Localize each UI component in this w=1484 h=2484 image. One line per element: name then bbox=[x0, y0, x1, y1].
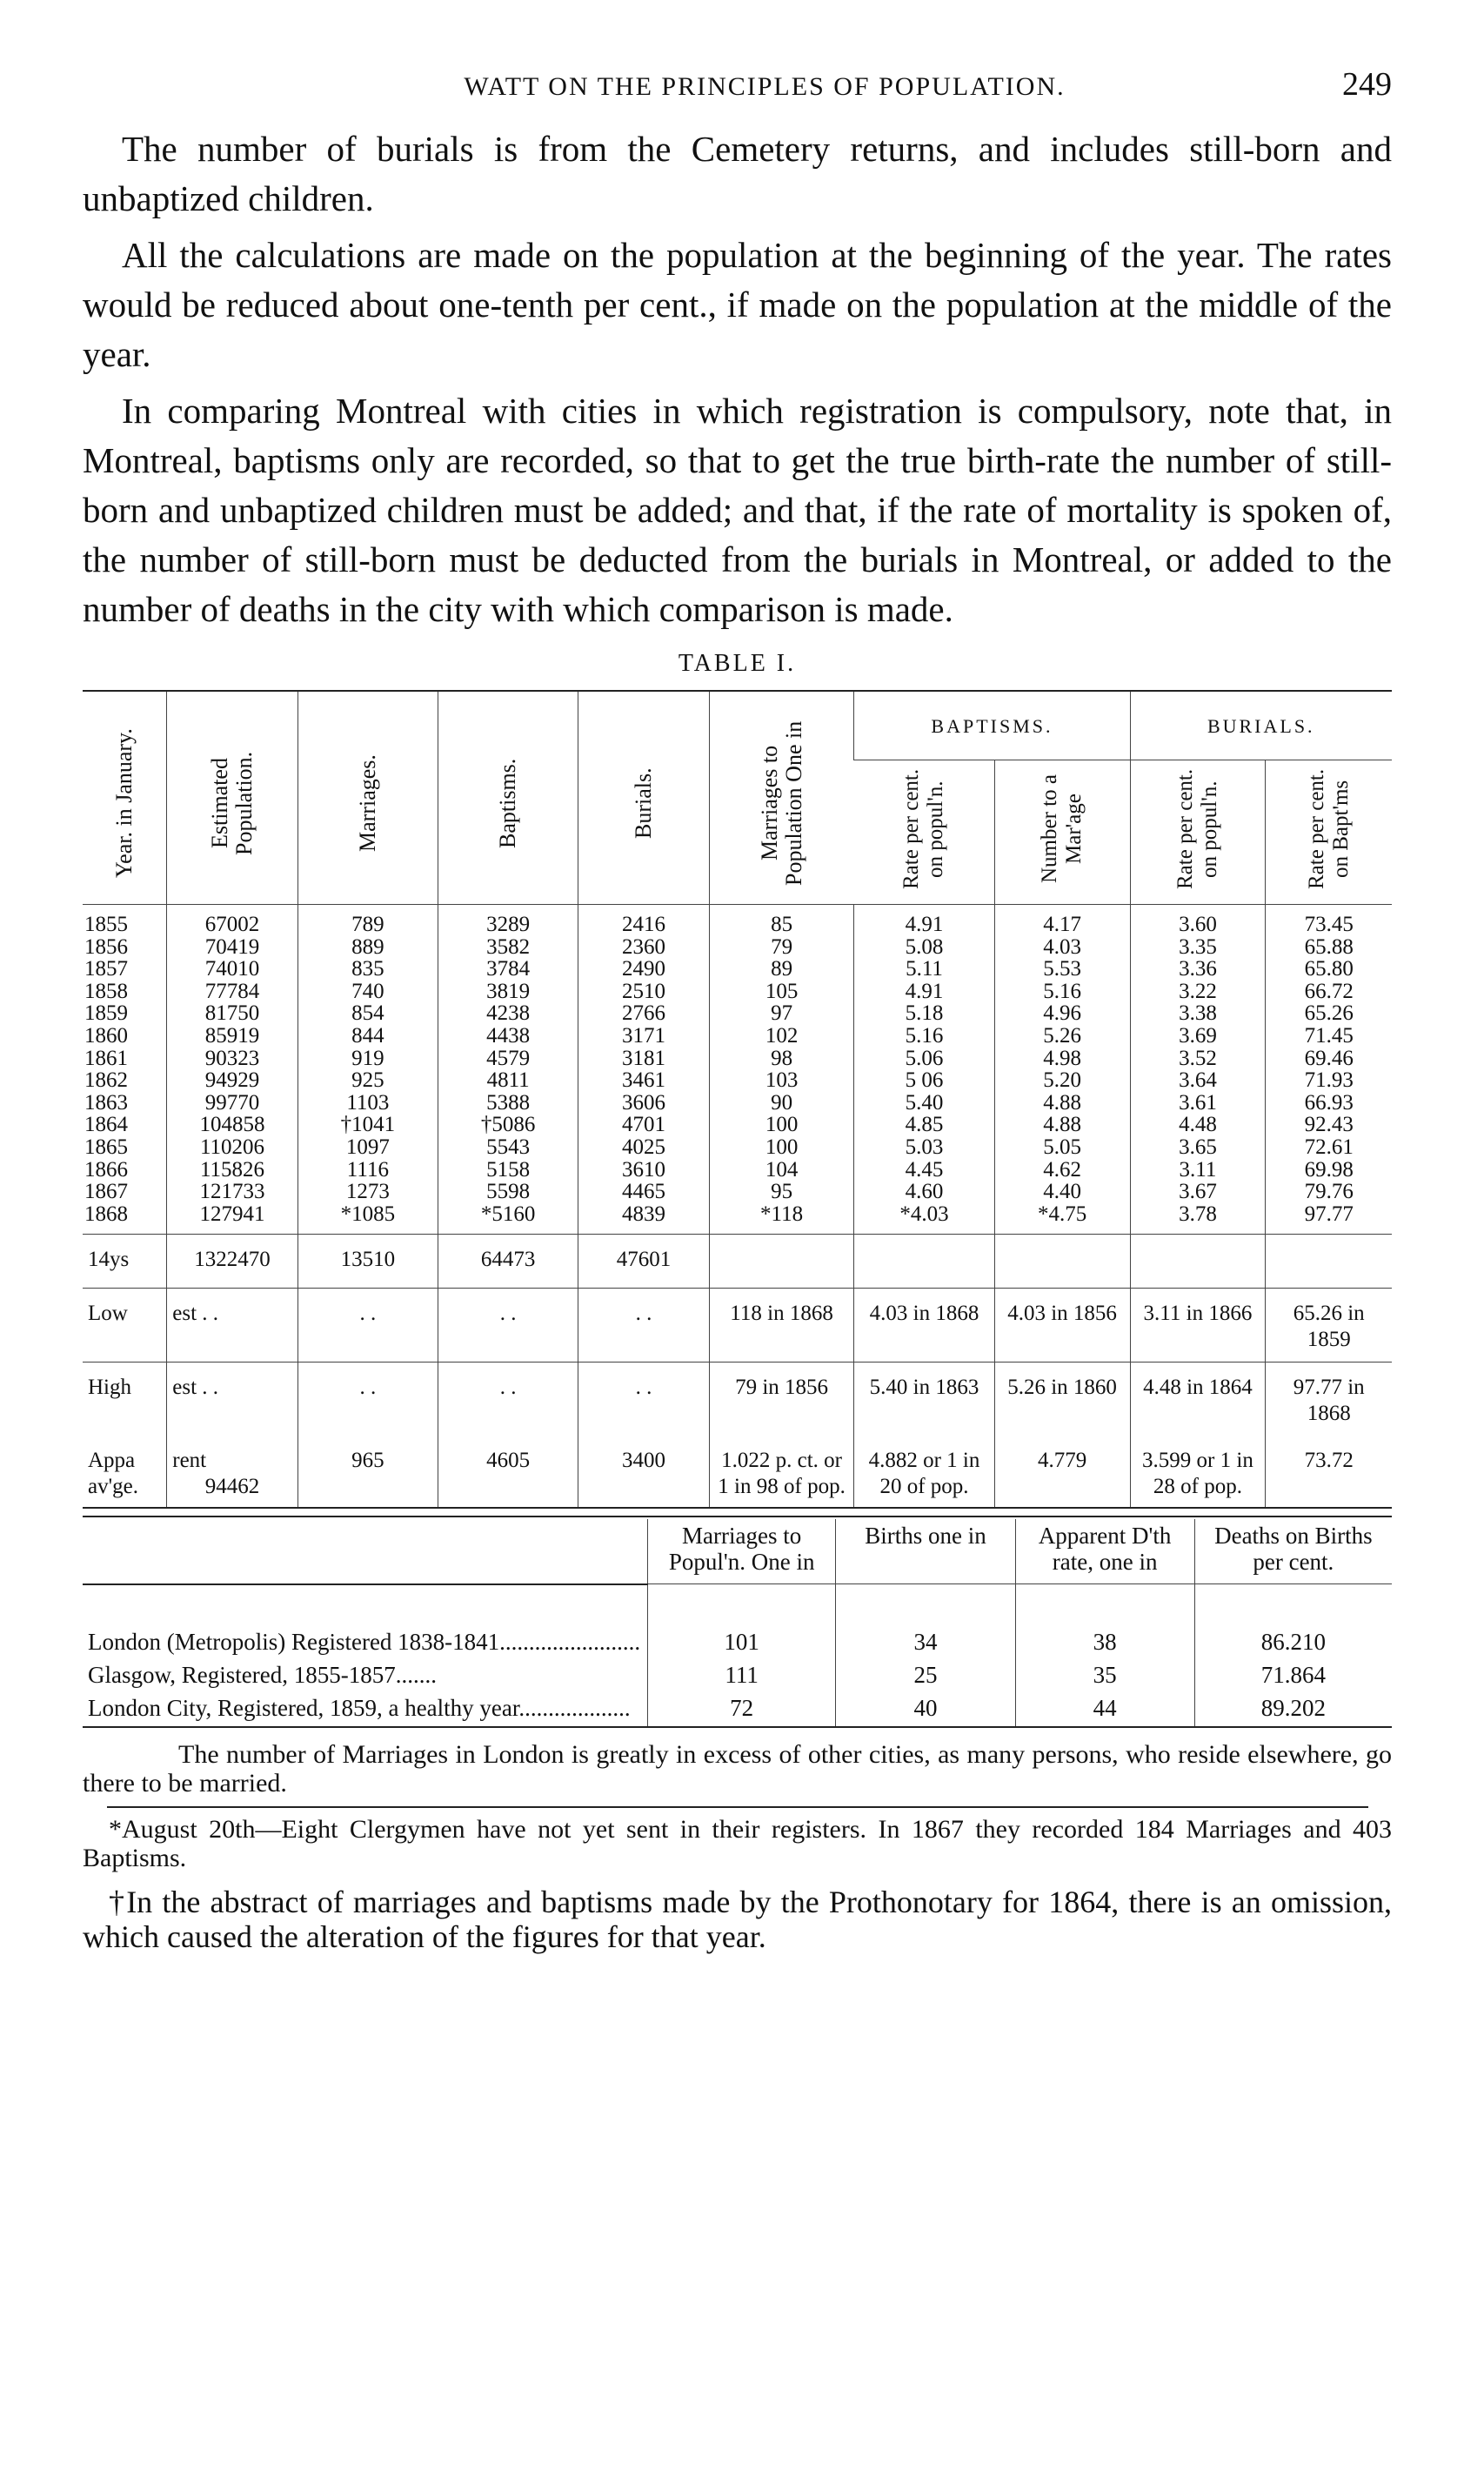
table-cell: 4.91 bbox=[854, 981, 994, 1003]
header-burial-rate: Rate per cent. on popul'n. bbox=[1130, 760, 1266, 905]
header-marriages: Marriages. bbox=[297, 691, 438, 905]
table-cell: 104 bbox=[709, 1159, 854, 1182]
footnote-rule bbox=[107, 1806, 1368, 1808]
table-cell: 81750 bbox=[167, 1002, 298, 1025]
comparison-value: 72 bbox=[647, 1691, 835, 1727]
table-separator bbox=[83, 1516, 1392, 1517]
table-cell: 71.93 bbox=[1266, 1069, 1392, 1092]
comparison-row bbox=[83, 1658, 1392, 1691]
table-cell: 77784 bbox=[167, 981, 298, 1003]
table-cell: 3171 bbox=[578, 1025, 710, 1048]
comparison-value: 71.864 bbox=[1194, 1658, 1392, 1691]
table-cell: 103 bbox=[709, 1069, 854, 1092]
table-cell: 2510 bbox=[578, 981, 710, 1003]
table-cell: 3.35 bbox=[1130, 936, 1266, 959]
table-cell: 85919 bbox=[167, 1025, 298, 1048]
table-cell: 100 bbox=[709, 1114, 854, 1136]
table-row bbox=[83, 1181, 1392, 1203]
table-cell: 4.88 bbox=[994, 1092, 1130, 1115]
table-cell: 3.67 bbox=[1130, 1181, 1266, 1203]
table-cell: 95 bbox=[709, 1181, 854, 1203]
table-cell: 3.61 bbox=[1130, 1092, 1266, 1115]
header-marriages-ratio: Marriages to Population One in bbox=[709, 691, 854, 905]
table-cell: 127941 bbox=[167, 1203, 298, 1235]
page-number: 249 bbox=[1342, 66, 1392, 103]
table-row bbox=[83, 1092, 1392, 1115]
header-births-one-in: Births one in bbox=[836, 1519, 1015, 1584]
table-cell: 919 bbox=[297, 1048, 438, 1070]
table-cell: 4238 bbox=[438, 1002, 578, 1025]
totals-row: 14ys 1322470 13510 64473 47601 bbox=[83, 1235, 1392, 1289]
table-cell: 85 bbox=[709, 905, 854, 936]
table-cell: 2490 bbox=[578, 958, 710, 981]
table-cell: 69.46 bbox=[1266, 1048, 1392, 1070]
table-cell: 925 bbox=[297, 1069, 438, 1092]
comparison-value: 40 bbox=[836, 1691, 1015, 1727]
header-group-baptisms: BAPTISMS. bbox=[854, 691, 1130, 760]
header-population: Estimated Population. bbox=[167, 691, 298, 905]
running-head bbox=[83, 65, 1392, 117]
table-cell: 3582 bbox=[438, 936, 578, 959]
table-cell: 4.17 bbox=[994, 905, 1130, 936]
table-cell: 1856 bbox=[84, 934, 128, 959]
table-cell: †5086 bbox=[438, 1114, 578, 1136]
table-row bbox=[83, 936, 1392, 959]
table-cell: 4.40 bbox=[994, 1181, 1130, 1203]
table-cell: 79.76 bbox=[1266, 1181, 1392, 1203]
table-cell: 4.98 bbox=[994, 1048, 1130, 1070]
table-cell: 73.45 bbox=[1266, 905, 1392, 936]
table-cell: 1867 bbox=[84, 1180, 128, 1204]
comparison-value: 101 bbox=[647, 1584, 835, 1658]
table-cell: 94929 bbox=[167, 1069, 298, 1092]
table-cell: 3.38 bbox=[1130, 1002, 1266, 1025]
table-cell: 4701 bbox=[578, 1114, 710, 1136]
table-cell: 5.08 bbox=[854, 936, 994, 959]
header-death-rate: Apparent D'th rate, one in bbox=[1015, 1519, 1194, 1584]
table-cell: 3461 bbox=[578, 1069, 710, 1092]
table-cell: 4.45 bbox=[854, 1159, 994, 1182]
table-cell: 4025 bbox=[578, 1136, 710, 1159]
table-cell: 4.48 bbox=[1130, 1114, 1266, 1136]
comparison-value: 89.202 bbox=[1194, 1691, 1392, 1727]
table-cell: 3.60 bbox=[1130, 905, 1266, 936]
table-cell: 1273 bbox=[297, 1181, 438, 1203]
table-cell: 102 bbox=[709, 1025, 854, 1048]
table-cell: 3.64 bbox=[1130, 1069, 1266, 1092]
comparison-value: 38 bbox=[1015, 1584, 1194, 1658]
table-cell: *118 bbox=[709, 1203, 854, 1235]
table-row bbox=[83, 1002, 1392, 1025]
highest-row: High est . . . . . . . . 79 in 1856 5.40 in 1863 5.26 in 1860 4.48 in 1864 97.77 in 1868 bbox=[83, 1363, 1392, 1436]
table-cell: 110206 bbox=[167, 1136, 298, 1159]
table-cell: 90 bbox=[709, 1092, 854, 1115]
table-cell: 4.85 bbox=[854, 1114, 994, 1136]
paragraph-calculations: All the calculations are made on the population at the beginning of the year. The rates would be reduced about one-tenth per cent., if made on the population at the middle of the year. bbox=[83, 235, 1392, 374]
place-label: London City, Registered, 1859, a healthy year................... bbox=[83, 1691, 647, 1727]
table-cell: 105 bbox=[709, 981, 854, 1003]
table-cell: 3.52 bbox=[1130, 1048, 1266, 1070]
header-burial-rate-baptisms: Rate per cent. on Bapt'ms bbox=[1266, 760, 1392, 905]
table-row bbox=[83, 1114, 1392, 1136]
header-marriages-one-in: Marriages to Popul'n. One in bbox=[647, 1519, 835, 1584]
table-cell: 1866 bbox=[84, 1157, 128, 1182]
header-baptisms: Baptisms. bbox=[438, 691, 578, 905]
table-cell: 3.36 bbox=[1130, 958, 1266, 981]
comparison-value: 25 bbox=[836, 1658, 1015, 1691]
place-label: Glasgow, Registered, 1855-1857....... bbox=[88, 1661, 437, 1688]
table-cell: 5.18 bbox=[854, 1002, 994, 1025]
header-burials: Burials. bbox=[578, 691, 710, 905]
table-cell: 98 bbox=[709, 1048, 854, 1070]
table-cell: 4.03 bbox=[994, 936, 1130, 959]
table-cell: 854 bbox=[297, 1002, 438, 1025]
table-cell: 66.93 bbox=[1266, 1092, 1392, 1115]
table-cell: 1858 bbox=[84, 979, 128, 1003]
table-cell: 65.80 bbox=[1266, 958, 1392, 981]
footnote-dagger: †In the abstract of marriages and baptisms made by the Prothonotary for 1864, there is an omission, which caused the alteration of the figures for that year. bbox=[83, 1884, 1392, 1954]
comparison-row bbox=[83, 1584, 1392, 1658]
table-cell: 3.22 bbox=[1130, 981, 1266, 1003]
table-cell: 1859 bbox=[84, 1001, 128, 1026]
table-row bbox=[83, 1069, 1392, 1092]
table-cell: 92.43 bbox=[1266, 1114, 1392, 1136]
header-group-burials: BURIALS. bbox=[1130, 691, 1392, 760]
comparison-value: 44 bbox=[1015, 1691, 1194, 1727]
table-cell: 2360 bbox=[578, 936, 710, 959]
table-cell: 100 bbox=[709, 1136, 854, 1159]
table-cell: 3.11 bbox=[1130, 1159, 1266, 1182]
table-cell: 3289 bbox=[438, 905, 578, 936]
table-cell: 99770 bbox=[167, 1092, 298, 1115]
table-cell: 5.06 bbox=[854, 1048, 994, 1070]
table-cell: 5598 bbox=[438, 1181, 578, 1203]
place-label: London (Metropolis) Registered 1838-1841........................ bbox=[88, 1628, 641, 1655]
table-cell: 1864 bbox=[84, 1113, 128, 1137]
comparison-value: 111 bbox=[647, 1658, 835, 1691]
table-cell: 66.72 bbox=[1266, 981, 1392, 1003]
table-cell: 835 bbox=[297, 958, 438, 981]
table-cell: 5.03 bbox=[854, 1136, 994, 1159]
table-cell: *5160 bbox=[438, 1203, 578, 1235]
comparison-row bbox=[83, 1691, 1392, 1727]
comparison-value: 34 bbox=[836, 1584, 1015, 1658]
footnote-star: *August 20th—Eight Clergymen have not yet sent in their registers. In 1867 they recorded 184 Marriages and 403 Baptisms. bbox=[83, 1814, 1392, 1872]
table-cell: 3.65 bbox=[1130, 1136, 1266, 1159]
table-cell: 121733 bbox=[167, 1181, 298, 1203]
table-cell: 74010 bbox=[167, 958, 298, 981]
table-cell: 889 bbox=[297, 936, 438, 959]
header-deaths-on-births: Deaths on Births per cent. bbox=[1194, 1519, 1392, 1584]
table-cell: 3784 bbox=[438, 958, 578, 981]
table-row bbox=[83, 905, 1392, 936]
table-cell: 115826 bbox=[167, 1159, 298, 1182]
table-cell: 97.77 bbox=[1266, 1203, 1392, 1235]
table-cell: 1857 bbox=[84, 957, 128, 981]
table-cell: 1868 bbox=[84, 1202, 128, 1226]
page bbox=[83, 65, 1392, 1954]
table-cell: 2416 bbox=[578, 905, 710, 936]
table-comparison bbox=[83, 1519, 1392, 1728]
table-cell: 5.05 bbox=[994, 1136, 1130, 1159]
table-cell: 5.53 bbox=[994, 958, 1130, 981]
table-cell: 4811 bbox=[438, 1069, 578, 1092]
table-cell: 104858 bbox=[167, 1114, 298, 1136]
table-cell: 71.45 bbox=[1266, 1025, 1392, 1048]
apparent-average-row: Appa av'ge. rent 94462 965 4605 3400 1.022 p. ct. or 1 in 98 of pop. 4.882 or 1 in 20 of pop. 4.779 3.599 or 1 in 28 of pop. 73.72 bbox=[83, 1436, 1392, 1508]
table-cell: 3606 bbox=[578, 1092, 710, 1115]
table-cell: 5.16 bbox=[854, 1025, 994, 1048]
table-cell: 1865 bbox=[84, 1135, 128, 1159]
table-cell: *4.75 bbox=[994, 1203, 1130, 1235]
table-cell: 5388 bbox=[438, 1092, 578, 1115]
table-cell: 72.61 bbox=[1266, 1136, 1392, 1159]
table-cell: 1103 bbox=[297, 1092, 438, 1115]
table-montreal-statistics bbox=[83, 690, 1392, 1509]
table-cell: 5.26 bbox=[994, 1025, 1130, 1048]
table-row bbox=[83, 1136, 1392, 1159]
paragraph-burials: The number of burials is from the Cemetery returns, and includes still-born and unbaptized children. bbox=[83, 129, 1392, 218]
table-cell: 1861 bbox=[84, 1046, 128, 1070]
comparison-value: 35 bbox=[1015, 1658, 1194, 1691]
running-title: WATT ON THE PRINCIPLES OF POPULATION. bbox=[464, 72, 1066, 101]
table-cell: 4.96 bbox=[994, 1002, 1130, 1025]
table-cell: 90323 bbox=[167, 1048, 298, 1070]
table-cell: 67002 bbox=[167, 905, 298, 936]
table-row bbox=[83, 1048, 1392, 1070]
table-cell: 1855 bbox=[84, 913, 128, 936]
table-body bbox=[83, 905, 1392, 1235]
table-cell: 1116 bbox=[297, 1159, 438, 1182]
table-cell: 5158 bbox=[438, 1159, 578, 1182]
table-cell: *1085 bbox=[297, 1203, 438, 1235]
table-cell: 2766 bbox=[578, 1002, 710, 1025]
table-cell: 79 bbox=[709, 936, 854, 959]
table-row bbox=[83, 1159, 1392, 1182]
table-cell: 3610 bbox=[578, 1159, 710, 1182]
table-cell: 5.20 bbox=[994, 1069, 1130, 1092]
paragraph-comparing: In comparing Montreal with cities in which registration is compulsory, note that, in Montreal, baptisms only are recorded, so that to get the true birth-rate the number of still-born and unbaptized children must be added; and that, if the rate of mortality is spoken of, the number of still-born must be deducted from the burials in Montreal, or added to the number of deaths in the city with which comparison is made. bbox=[83, 391, 1392, 629]
header-baptism-rate: Rate per cent. on popul'n. bbox=[854, 760, 994, 905]
table-cell: 5.16 bbox=[994, 981, 1130, 1003]
header-baptism-number: Number to a Mar'age bbox=[994, 760, 1130, 905]
table-cell: 3.69 bbox=[1130, 1025, 1266, 1048]
table-cell: 3.78 bbox=[1130, 1203, 1266, 1235]
header-year: Year. in January. bbox=[83, 691, 167, 905]
table-cell: 4.88 bbox=[994, 1114, 1130, 1136]
table-cell: 69.98 bbox=[1266, 1159, 1392, 1182]
table-cell: 4579 bbox=[438, 1048, 578, 1070]
header-place bbox=[83, 1519, 647, 1584]
table-cell: 1097 bbox=[297, 1136, 438, 1159]
table-cell: 4.91 bbox=[854, 905, 994, 936]
table-cell: 4.60 bbox=[854, 1181, 994, 1203]
table-cell: 4.62 bbox=[994, 1159, 1130, 1182]
table-title: TABLE I. bbox=[678, 650, 797, 677]
table-cell: 5.11 bbox=[854, 958, 994, 981]
table-cell: 65.26 bbox=[1266, 1002, 1392, 1025]
table-cell: 4438 bbox=[438, 1025, 578, 1048]
table-row bbox=[83, 981, 1392, 1003]
lowest-row: Low est . . . . . . . . 118 in 1868 4.03 in 1868 4.03 in 1856 3.11 in 1866 65.26 in 1859 bbox=[83, 1289, 1392, 1363]
comparison-body bbox=[83, 1584, 1392, 1727]
table-cell: 1862 bbox=[84, 1068, 128, 1093]
table-cell: 3819 bbox=[438, 981, 578, 1003]
table-cell: 740 bbox=[297, 981, 438, 1003]
table-cell: 5 06 bbox=[854, 1069, 994, 1092]
table-cell: 4839 bbox=[578, 1203, 710, 1235]
table-cell: 89 bbox=[709, 958, 854, 981]
table-cell: 3181 bbox=[578, 1048, 710, 1070]
table-cell: 1860 bbox=[84, 1023, 128, 1048]
table-cell: 789 bbox=[297, 905, 438, 936]
table-cell: 844 bbox=[297, 1025, 438, 1048]
table-row bbox=[83, 1203, 1392, 1235]
table-row bbox=[83, 1025, 1392, 1048]
table-cell: †1041 bbox=[297, 1114, 438, 1136]
table-cell: 5543 bbox=[438, 1136, 578, 1159]
table-cell: 4465 bbox=[578, 1181, 710, 1203]
note-marriages: The number of Marriages in London is greatly in excess of other cities, as many persons, who reside elsewhere, go there to be married. bbox=[83, 1739, 1392, 1798]
table-cell: 1863 bbox=[84, 1090, 128, 1115]
table-cell: 70419 bbox=[167, 936, 298, 959]
table-cell: 97 bbox=[709, 1002, 854, 1025]
table-cell: *4.03 bbox=[854, 1203, 994, 1235]
table-cell: 65.88 bbox=[1266, 936, 1392, 959]
comparison-value: 86.210 bbox=[1194, 1584, 1392, 1658]
table-row bbox=[83, 958, 1392, 981]
table-cell: 5.40 bbox=[854, 1092, 994, 1115]
